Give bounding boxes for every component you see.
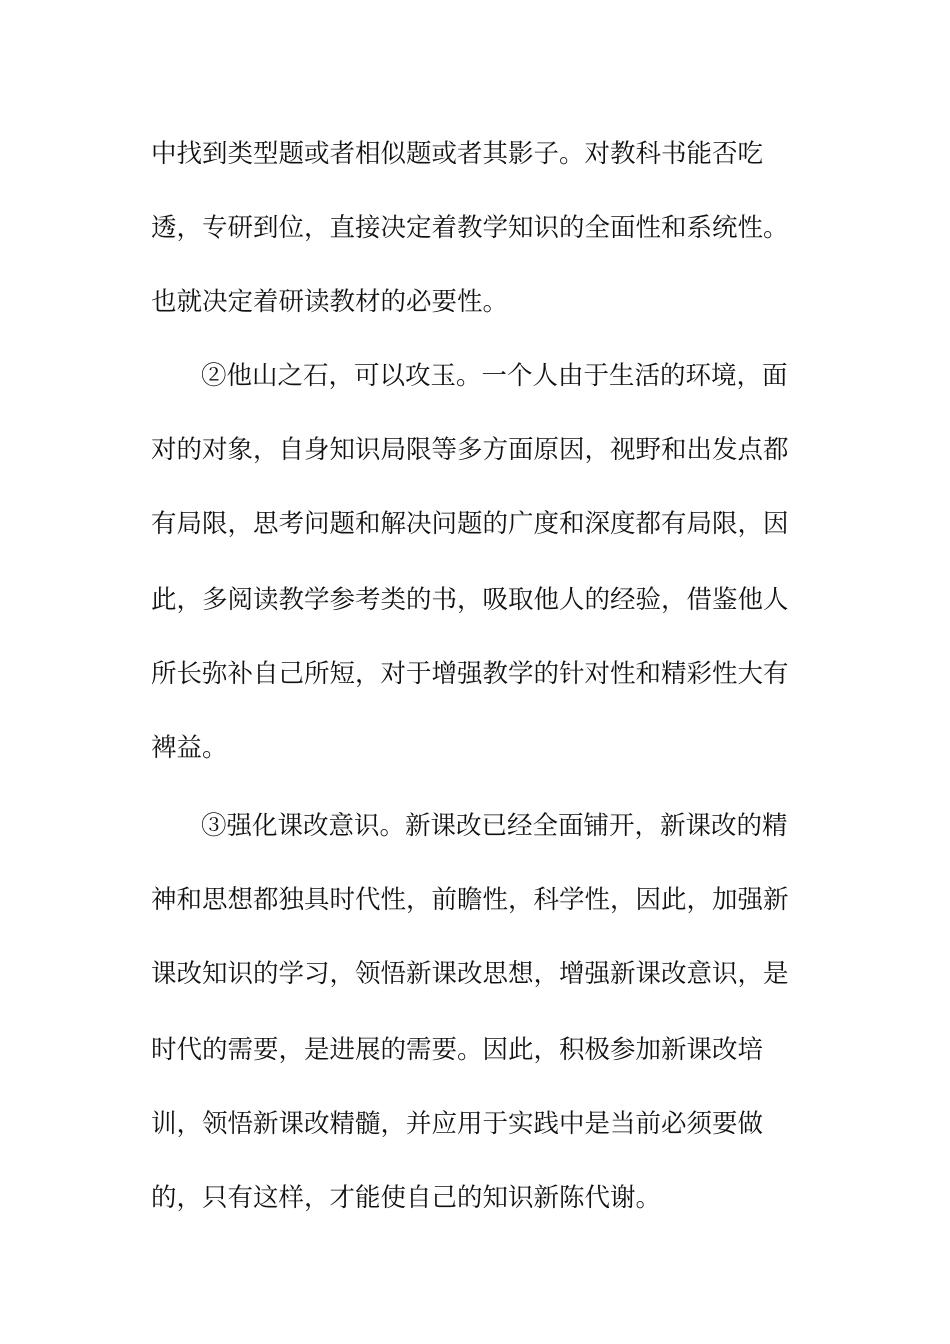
text-line: 裨益。 [151, 733, 228, 763]
text-line: 有局限，思考问题和解决问题的广度和深度都有局限，因 [151, 509, 789, 539]
text-line: 时代的需要，是进展的需要。因此，积极参加新课改培 [151, 1035, 764, 1065]
text-line: 对的对象，自身知识局限等多方面原因，视野和出发点都 [151, 435, 789, 465]
text-line: 所长弥补自己所短，对于增强教学的针对性和精彩性大有 [151, 659, 789, 689]
text-line: 课改知识的学习，领悟新课改思想，增强新课改意识，是 [151, 959, 789, 989]
text-line: 透，专研到位，直接决定着教学知识的全面性和系统性。 [151, 213, 789, 243]
paragraph-start-line: ③强化课改意识。新课改已经全面铺开，新课改的精 [201, 811, 788, 841]
paragraph-start-line: ②他山之石，可以攻玉。一个人由于生活的环境，面 [201, 361, 788, 391]
text-line: 也就决定着研读教材的必要性。 [151, 287, 509, 317]
text-line: 的，只有这样，才能使自己的知识新陈代谢。 [151, 1183, 662, 1213]
text-line: 中找到类型题或者相似题或者其影子。对教科书能否吃 [151, 139, 764, 169]
text-line: 此，多阅读教学参考类的书，吸取他人的经验，借鉴他人 [151, 585, 789, 615]
text-line: 神和思想都独具时代性，前瞻性，科学性，因此，加强新 [151, 885, 789, 915]
text-line: 训，领悟新课改精髓，并应用于实践中是当前必须要做 [151, 1109, 764, 1139]
